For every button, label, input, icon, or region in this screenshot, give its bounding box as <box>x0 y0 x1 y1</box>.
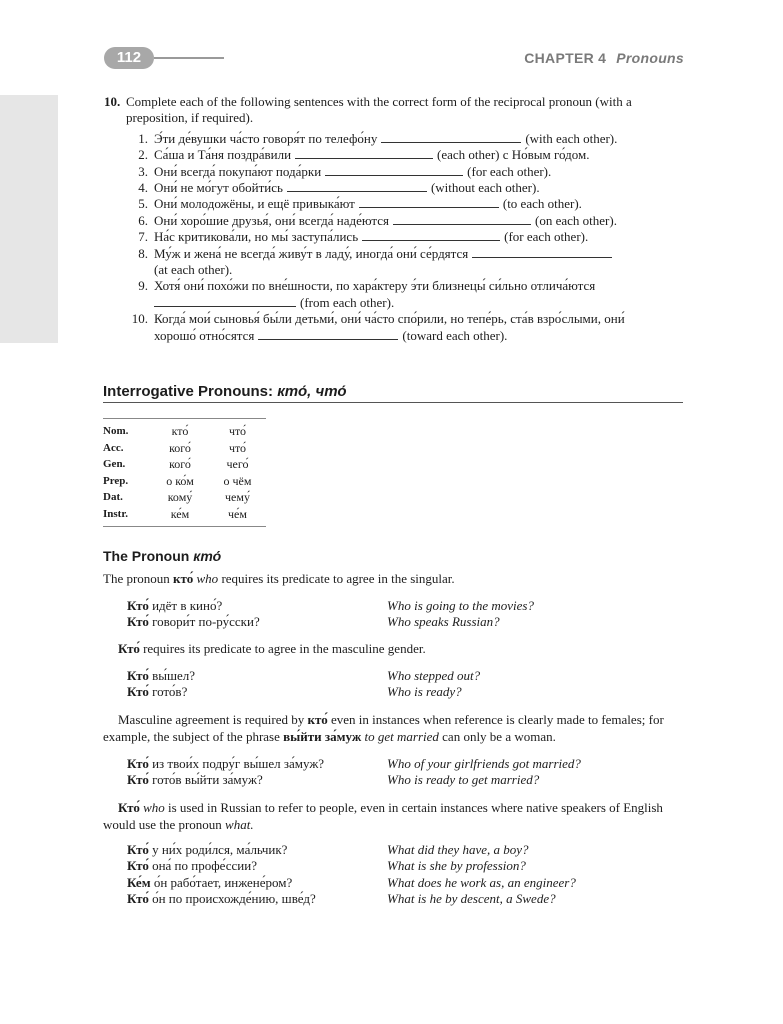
item-number: 7. <box>138 229 148 245</box>
item-hint: (for each other). <box>504 229 589 245</box>
answer-blank[interactable] <box>359 197 499 208</box>
example-russian: она́ по профе́ссии? <box>148 858 257 874</box>
example-pair <box>127 614 683 630</box>
subsection-heading-text: The Pronoun <box>103 548 190 564</box>
who-form: кого́ <box>169 457 191 472</box>
example-pair <box>127 756 683 772</box>
what-form: что́ <box>228 440 247 455</box>
section-heading <box>103 383 683 403</box>
example-pair <box>127 668 683 684</box>
example-keyword: Кто́ <box>127 684 149 700</box>
exercise-instruction: Complete each of the following sentences with the correct form of the reciprocal pronoun (with a preposition, if required). <box>126 94 632 126</box>
exercise-number: 10. <box>104 94 121 109</box>
case-label: Dat. <box>103 491 123 504</box>
page-number: 112 <box>104 47 154 69</box>
example-russian: говори́т по-ру́сски? <box>148 614 260 630</box>
answer-blank[interactable] <box>295 148 433 159</box>
case-label: Gen. <box>103 458 126 471</box>
paragraph-gloss: who <box>139 800 165 815</box>
who-form: ке́м <box>170 506 190 521</box>
exercise-item <box>104 196 688 212</box>
item-text: Они́ хоро́шие друзья́, они́ всегда́ наде́ются <box>154 212 390 228</box>
paragraph-3 <box>103 711 683 745</box>
example-keyword: Ке́м <box>127 874 151 890</box>
who-form: о ко́м <box>166 473 194 488</box>
example-pair <box>127 875 683 891</box>
item-hint: (to each other). <box>502 196 582 212</box>
table-row <box>103 473 266 490</box>
item-hint: (for each other). <box>467 163 552 179</box>
example-set-4 <box>127 842 683 908</box>
example-keyword: Кто́ <box>127 772 149 788</box>
example-russian: вы́шел? <box>148 668 195 683</box>
chapter-heading <box>524 50 684 66</box>
item-hint: (at each other). <box>154 262 233 278</box>
subsection-heading-word: кто́ <box>193 548 222 564</box>
example-english: Who is going to the movies? <box>387 598 534 613</box>
example-pair <box>127 891 683 907</box>
example-pair <box>127 684 683 700</box>
item-number: 5. <box>138 196 148 212</box>
example-russian: из твои́х подру́г вы́шел за́муж? <box>148 756 325 771</box>
who-form: кто́ <box>171 424 189 438</box>
example-russian: гото́в? <box>148 684 188 700</box>
paragraph-gloss: to get married <box>361 729 439 744</box>
subsection-heading <box>103 548 221 564</box>
item-text: Они́ всегда́ покупа́ют пода́рки <box>154 163 322 179</box>
paragraph-term: кто́ <box>307 712 328 727</box>
what-form: че́м <box>228 506 247 521</box>
paragraph-gloss: what. <box>225 817 254 832</box>
table-row <box>103 506 266 523</box>
what-form: чему́ <box>225 490 250 505</box>
example-russian: гото́в вы́йти за́муж? <box>148 772 263 788</box>
case-label: Nom. <box>103 425 129 437</box>
item-text: Са́ша и Та́ня поздра́вили <box>154 147 292 163</box>
item-number: 6. <box>138 212 148 228</box>
section-heading-words: кто́, что́ <box>277 383 347 400</box>
table-row <box>103 456 266 473</box>
example-english: What did they have, a boy? <box>387 842 529 857</box>
item-number: 3. <box>138 163 148 179</box>
example-set-3 <box>127 756 683 789</box>
answer-blank[interactable] <box>258 329 398 340</box>
example-keyword: Кто́ <box>127 842 149 857</box>
item-text: На́с критикова́ли, но мы́ заступа́лись <box>154 229 359 245</box>
item-hint: (on each other). <box>535 212 617 228</box>
example-english: What is she by profession? <box>387 858 526 874</box>
item-hint: (without each other). <box>430 180 540 196</box>
example-pair <box>127 842 683 858</box>
paragraph-text: is used in Russian to refer to people, even in certain instances where native speakers of English would use the pronoun <box>103 800 663 832</box>
exercise-item <box>104 164 688 180</box>
example-russian: о́н рабо́тает, инжене́ром? <box>150 874 293 890</box>
chapter-title: Pronouns <box>616 50 684 66</box>
answer-blank[interactable] <box>362 230 500 241</box>
paragraph-term: кто́ <box>173 571 194 586</box>
item-hint: (from each other). <box>300 294 395 310</box>
example-keyword: Кто́ <box>127 614 149 630</box>
paragraph-term: вы́йти за́муж <box>283 729 362 744</box>
example-keyword: Кто́ <box>127 891 149 907</box>
example-keyword: Кто́ <box>127 668 149 683</box>
example-english: Who of your girlfriends got married? <box>387 756 581 771</box>
paragraph-gloss: who <box>193 571 219 586</box>
paragraph-term: Кто́ <box>118 800 140 815</box>
case-label: Acc. <box>103 441 124 454</box>
exercise-item <box>104 180 688 196</box>
item-number: 8. <box>138 245 148 261</box>
example-pair <box>127 772 683 788</box>
table-row <box>103 440 266 457</box>
item-text: Они́ молодожёны, и ещё привыка́ют <box>154 196 355 212</box>
paragraph-term: Кто́ <box>118 641 140 656</box>
example-keyword: Кто́ <box>127 598 149 613</box>
who-form: кому́ <box>167 490 193 505</box>
paragraph-text: even in instances when reference is clearly made to females; for example, the subject of the phrase <box>103 712 664 744</box>
exercise-item <box>104 213 688 229</box>
answer-blank[interactable] <box>287 181 427 192</box>
example-keyword: Кто́ <box>127 858 149 874</box>
exercise-item <box>104 131 688 147</box>
example-set-2 <box>127 668 683 701</box>
answer-blank[interactable] <box>472 247 612 258</box>
paragraph-text: requires its predicate to agree in the singular. <box>218 571 455 586</box>
chapter-label: CHAPTER 4 <box>524 50 607 66</box>
side-tab <box>0 95 58 343</box>
item-number: 9. <box>138 278 148 294</box>
example-set-1 <box>127 598 683 631</box>
answer-blank[interactable] <box>381 132 521 143</box>
what-form: о чём <box>223 473 252 488</box>
item-text: Они́ не мо́гут обойти́сь <box>154 180 283 196</box>
item-text: Му́ж и жена́ не всегда́ живу́т в ладу́, иногда́ они́ се́рдятся <box>154 245 469 261</box>
what-form: чего́ <box>226 457 249 472</box>
case-label: Prep. <box>103 474 129 487</box>
exercise-item <box>104 229 688 245</box>
what-form: что́ <box>228 424 247 438</box>
exercise-items <box>104 131 688 344</box>
exercise-item <box>104 278 688 311</box>
table-row <box>103 489 266 506</box>
answer-blank[interactable] <box>154 296 296 307</box>
example-english: Who is ready to get married? <box>387 772 540 788</box>
item-text-line2: хорошо́ отно́сятся <box>154 327 255 343</box>
example-keyword: Кто́ <box>127 756 149 771</box>
example-pair <box>127 598 683 614</box>
item-hint: (toward each other). <box>402 327 508 343</box>
who-form: кого́ <box>169 440 191 455</box>
example-russian: у ни́х роди́лся, ма́льчик? <box>148 842 288 857</box>
item-text: Хотя́ они́ похо́жи по вне́шности, по хара́ктеру э́ти близнецы́ си́льно отлича́ются <box>154 278 596 294</box>
example-english: Who stepped out? <box>387 668 481 683</box>
declension-table <box>103 418 266 527</box>
item-hint: (each other) с Но́вым го́дом. <box>437 147 590 163</box>
paragraph-text: can only be a woman. <box>438 729 556 744</box>
item-number: 2. <box>138 147 148 163</box>
example-pair <box>127 858 683 874</box>
answer-blank[interactable] <box>325 165 463 176</box>
paragraph-text: The pronoun <box>103 571 174 586</box>
example-english: What is he by descent, a Swede? <box>387 891 556 907</box>
paragraph-2 <box>103 640 683 657</box>
exercise-item <box>104 147 688 163</box>
item-number: 4. <box>138 180 148 196</box>
example-russian: о́н по происхожде́нию, шве́д? <box>148 891 316 907</box>
answer-blank[interactable] <box>393 214 531 225</box>
item-hint: (with each other). <box>525 130 618 146</box>
case-label: Instr. <box>103 507 128 520</box>
example-english: Who speaks Russian? <box>387 614 500 630</box>
paragraph-4 <box>103 799 683 833</box>
item-text: Когда́ мои́ сыновья́ бы́ли детьми́, они́ ча́сто спо́рили, но тепе́рь, ста́в взро́слыми, они́ <box>154 311 625 327</box>
exercise-item <box>104 311 688 344</box>
item-number: 1. <box>138 130 148 146</box>
example-english: What does he work as, an engineer? <box>387 874 576 890</box>
item-text: Э́ти де́вушки ча́сто говоря́т по телефо́ну <box>154 130 378 146</box>
header-rule <box>154 57 224 59</box>
exercise-item <box>104 246 688 279</box>
example-english: Who is ready? <box>387 684 462 700</box>
paragraph-1 <box>103 570 683 587</box>
item-number: 10. <box>131 311 148 327</box>
section-heading-text: Interrogative Pronouns: <box>103 383 274 400</box>
paragraph-text: requires its predicate to agree in the masculine gender. <box>139 641 426 656</box>
paragraph-text: Masculine agreement is required by <box>118 712 308 727</box>
table-row <box>103 423 266 440</box>
exercise-10 <box>104 94 688 344</box>
example-russian: идёт в кино́? <box>148 598 223 613</box>
